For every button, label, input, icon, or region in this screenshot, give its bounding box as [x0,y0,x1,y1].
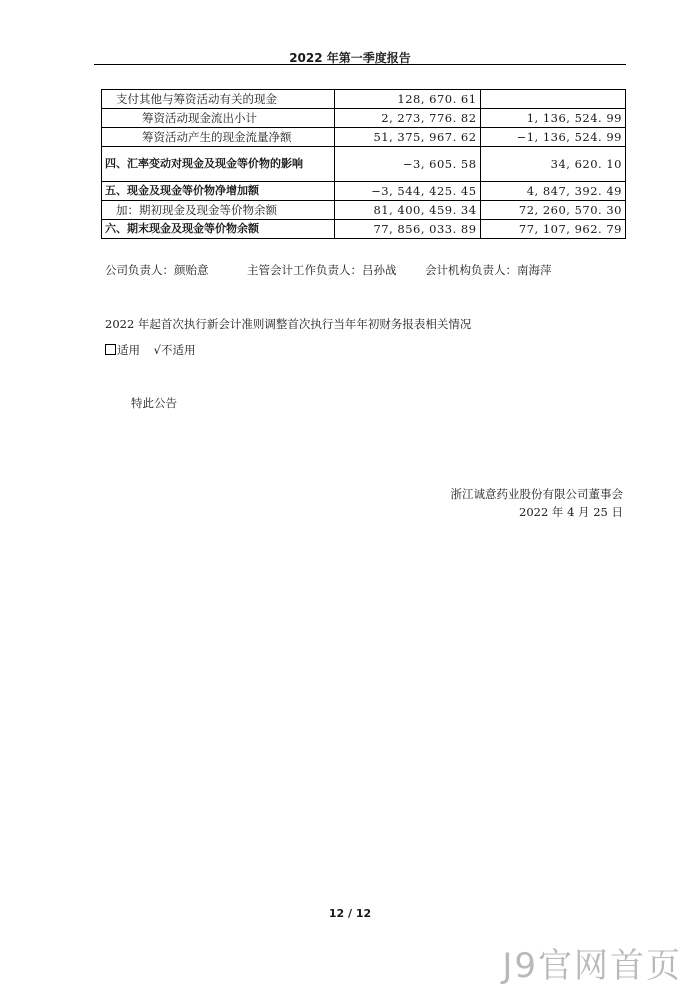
header-divider [94,64,626,65]
checkbox-icon [105,344,116,355]
prior-period-value: 77, 107, 962. 79 [480,220,625,239]
table-row [102,128,626,147]
announcement-text: 特此公告 [131,396,177,410]
current-period-value: 2, 273, 776. 82 [335,109,480,128]
table-row [102,201,626,220]
row-label: 加：期初现金及现金等价物余额 [102,201,335,220]
prior-period-value: 4, 847, 392. 49 [480,182,625,201]
row-label: 六、期末现金及现金等价物余额 [102,220,335,239]
row-label: 筹资活动现金流出小计 [102,109,335,128]
check-mark-icon: √ [153,343,161,357]
table-row [102,147,626,182]
company-head-signature: 公司负责人：颜贻意 [105,263,209,277]
accounting-head-signature: 主管会计工作负责人：吕孙战 [247,263,397,277]
prior-period-value: 1, 136, 524. 99 [480,109,625,128]
cash-flow-table [101,89,626,239]
prior-period-value: 34, 620. 10 [480,147,625,182]
prior-period-value [480,90,625,109]
current-period-value: 51, 375, 967. 62 [335,128,480,147]
prior-period-value: 72, 260, 570. 30 [480,201,625,220]
signoff-date: 2022 年 4 月 25 日 [519,505,623,519]
current-period-value: −3, 605. 58 [335,147,480,182]
page-number: 12 / 12 [328,907,372,920]
row-label: 支付其他与筹资活动有关的现金 [102,90,335,109]
applicable-label: 适用 [117,343,140,357]
not-applicable-label: 不适用 [160,343,196,357]
board-of-directors: 浙江诚意药业股份有限公司董事会 [450,487,623,501]
applicability-options [105,342,195,358]
row-label: 四、汇率变动对现金及现金等价物的影响 [102,147,335,182]
current-period-value: 128, 670. 61 [335,90,480,109]
new-standard-statement: 2022 年起首次执行新会计准则调整首次执行当年年初财务报表相关情况 [105,317,472,331]
report-title: 2022 年第一季度报告 [289,51,411,65]
accounting-dept-head-signature: 会计机构负责人：南海萍 [425,263,552,277]
table-row [102,90,626,109]
watermark: J9官网首页 [502,946,682,986]
table-row [102,109,626,128]
prior-period-value: −1, 136, 524. 99 [480,128,625,147]
row-label: 五、现金及现金等价物净增加额 [102,182,335,201]
row-label: 筹资活动产生的现金流量净额 [102,128,335,147]
table-row [102,220,626,239]
current-period-value: −3, 544, 425. 45 [335,182,480,201]
current-period-value: 77, 856, 033. 89 [335,220,480,239]
current-period-value: 81, 400, 459. 34 [335,201,480,220]
table-row [102,182,626,201]
